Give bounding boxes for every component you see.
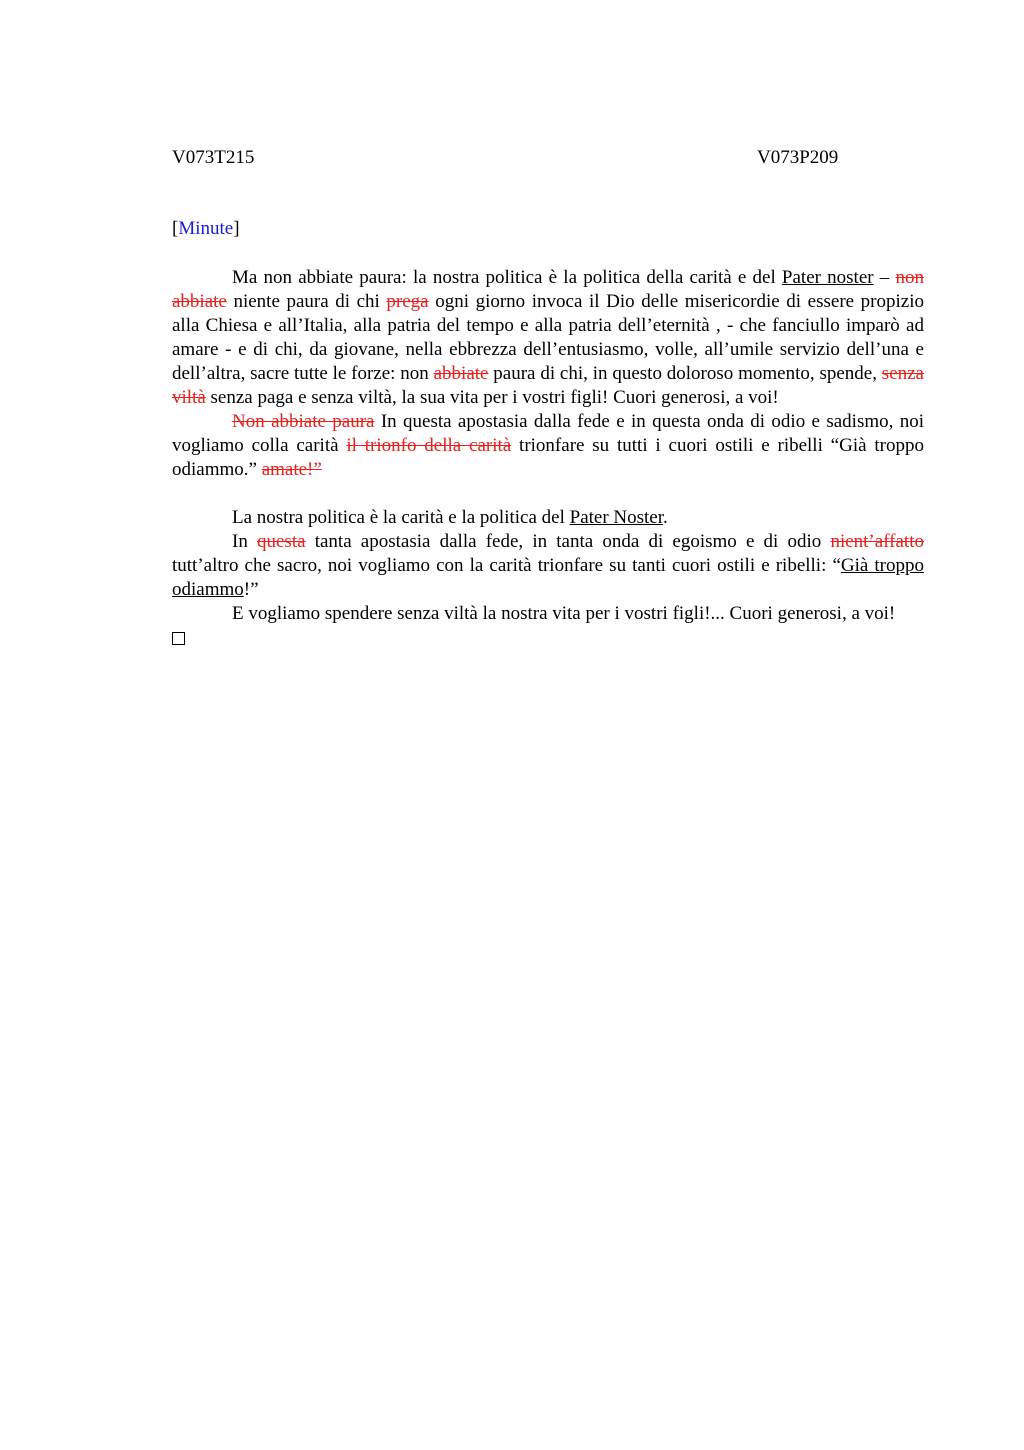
underlined-text: Pater Noster bbox=[569, 507, 664, 528]
text-run: – bbox=[873, 267, 896, 288]
deleted-text: nient’affatto bbox=[830, 531, 924, 552]
document-code-right: V073P209 bbox=[757, 147, 839, 168]
text-run: La nostra politica è la carità e la politica del bbox=[232, 507, 570, 528]
section-heading bbox=[172, 217, 240, 241]
text-run: paura di chi, in questo doloroso momento, spende, bbox=[488, 363, 882, 384]
bracket-open: [ bbox=[172, 218, 179, 239]
paragraph-3 bbox=[172, 506, 924, 530]
deleted-text: il trionfo della carità bbox=[346, 435, 512, 456]
bracket-close: ] bbox=[233, 218, 240, 239]
text-run: trionfare su tutti i cuori ostili e ribelli “Già troppo odiammo.” bbox=[172, 435, 924, 480]
text-run: niente paura di chi bbox=[226, 291, 387, 312]
paragraph-gap bbox=[172, 482, 924, 506]
deleted-text: prega bbox=[386, 291, 429, 312]
deleted-text: non abbiate bbox=[172, 267, 924, 312]
section-label: Minute bbox=[178, 218, 234, 239]
text-run: E vogliamo spendere senza viltà la nostra vita per i vostri figli!... Cuori generosi, a voi! bbox=[232, 603, 896, 624]
underlined-text: Pater noster bbox=[781, 267, 874, 288]
text-run: tutt’altro che sacro, noi vogliamo con la carità trionfare su tanti cuori ostili e ribelli: “ bbox=[172, 555, 841, 576]
paragraph-2 bbox=[172, 410, 924, 482]
text-run: !” bbox=[243, 579, 259, 600]
paragraph-4 bbox=[172, 530, 924, 602]
square-icon bbox=[172, 632, 185, 645]
text-run: senza paga e senza viltà, la sua vita per i vostri figli! Cuori generosi, a voi! bbox=[205, 387, 779, 408]
text-run: . bbox=[663, 507, 668, 528]
text-run: In bbox=[232, 531, 257, 552]
text-run: ogni giorno invoca il Dio delle misericordie di essere propizio alla Chiesa e all’Italia, alla patria del tempo e alla patria dell’eternità , - che fanciullo imparò ad amare - e di chi, da giovane, nella ebbrezza dell’entusiasmo, volle, all’umile servizio dell’una e dell’altra, sacre tutte le forze: non bbox=[172, 291, 924, 384]
text-run: Ma non abbiate paura: la nostra politica è la politica della carità e del bbox=[232, 267, 782, 288]
deleted-text: amate!” bbox=[261, 459, 322, 480]
text-run: In questa apostasia dalla fede e in questa onda di odio e sadismo, noi vogliamo colla carità bbox=[172, 411, 924, 456]
document-code-left: V073T215 bbox=[172, 147, 255, 168]
deleted-text: questa bbox=[257, 531, 306, 552]
deleted-text: abbiate bbox=[433, 363, 489, 384]
text-run: tanta apostasia dalla fede, in tanta onda di egoismo e di odio bbox=[305, 531, 831, 552]
underlined-text: Già troppo odiammo bbox=[172, 555, 924, 600]
paragraph-5 bbox=[172, 602, 924, 626]
paragraph-1 bbox=[172, 266, 924, 410]
deleted-text: senza viltà bbox=[172, 363, 924, 408]
deleted-text: Non abbiate paura bbox=[232, 411, 375, 432]
document-body bbox=[172, 266, 924, 645]
